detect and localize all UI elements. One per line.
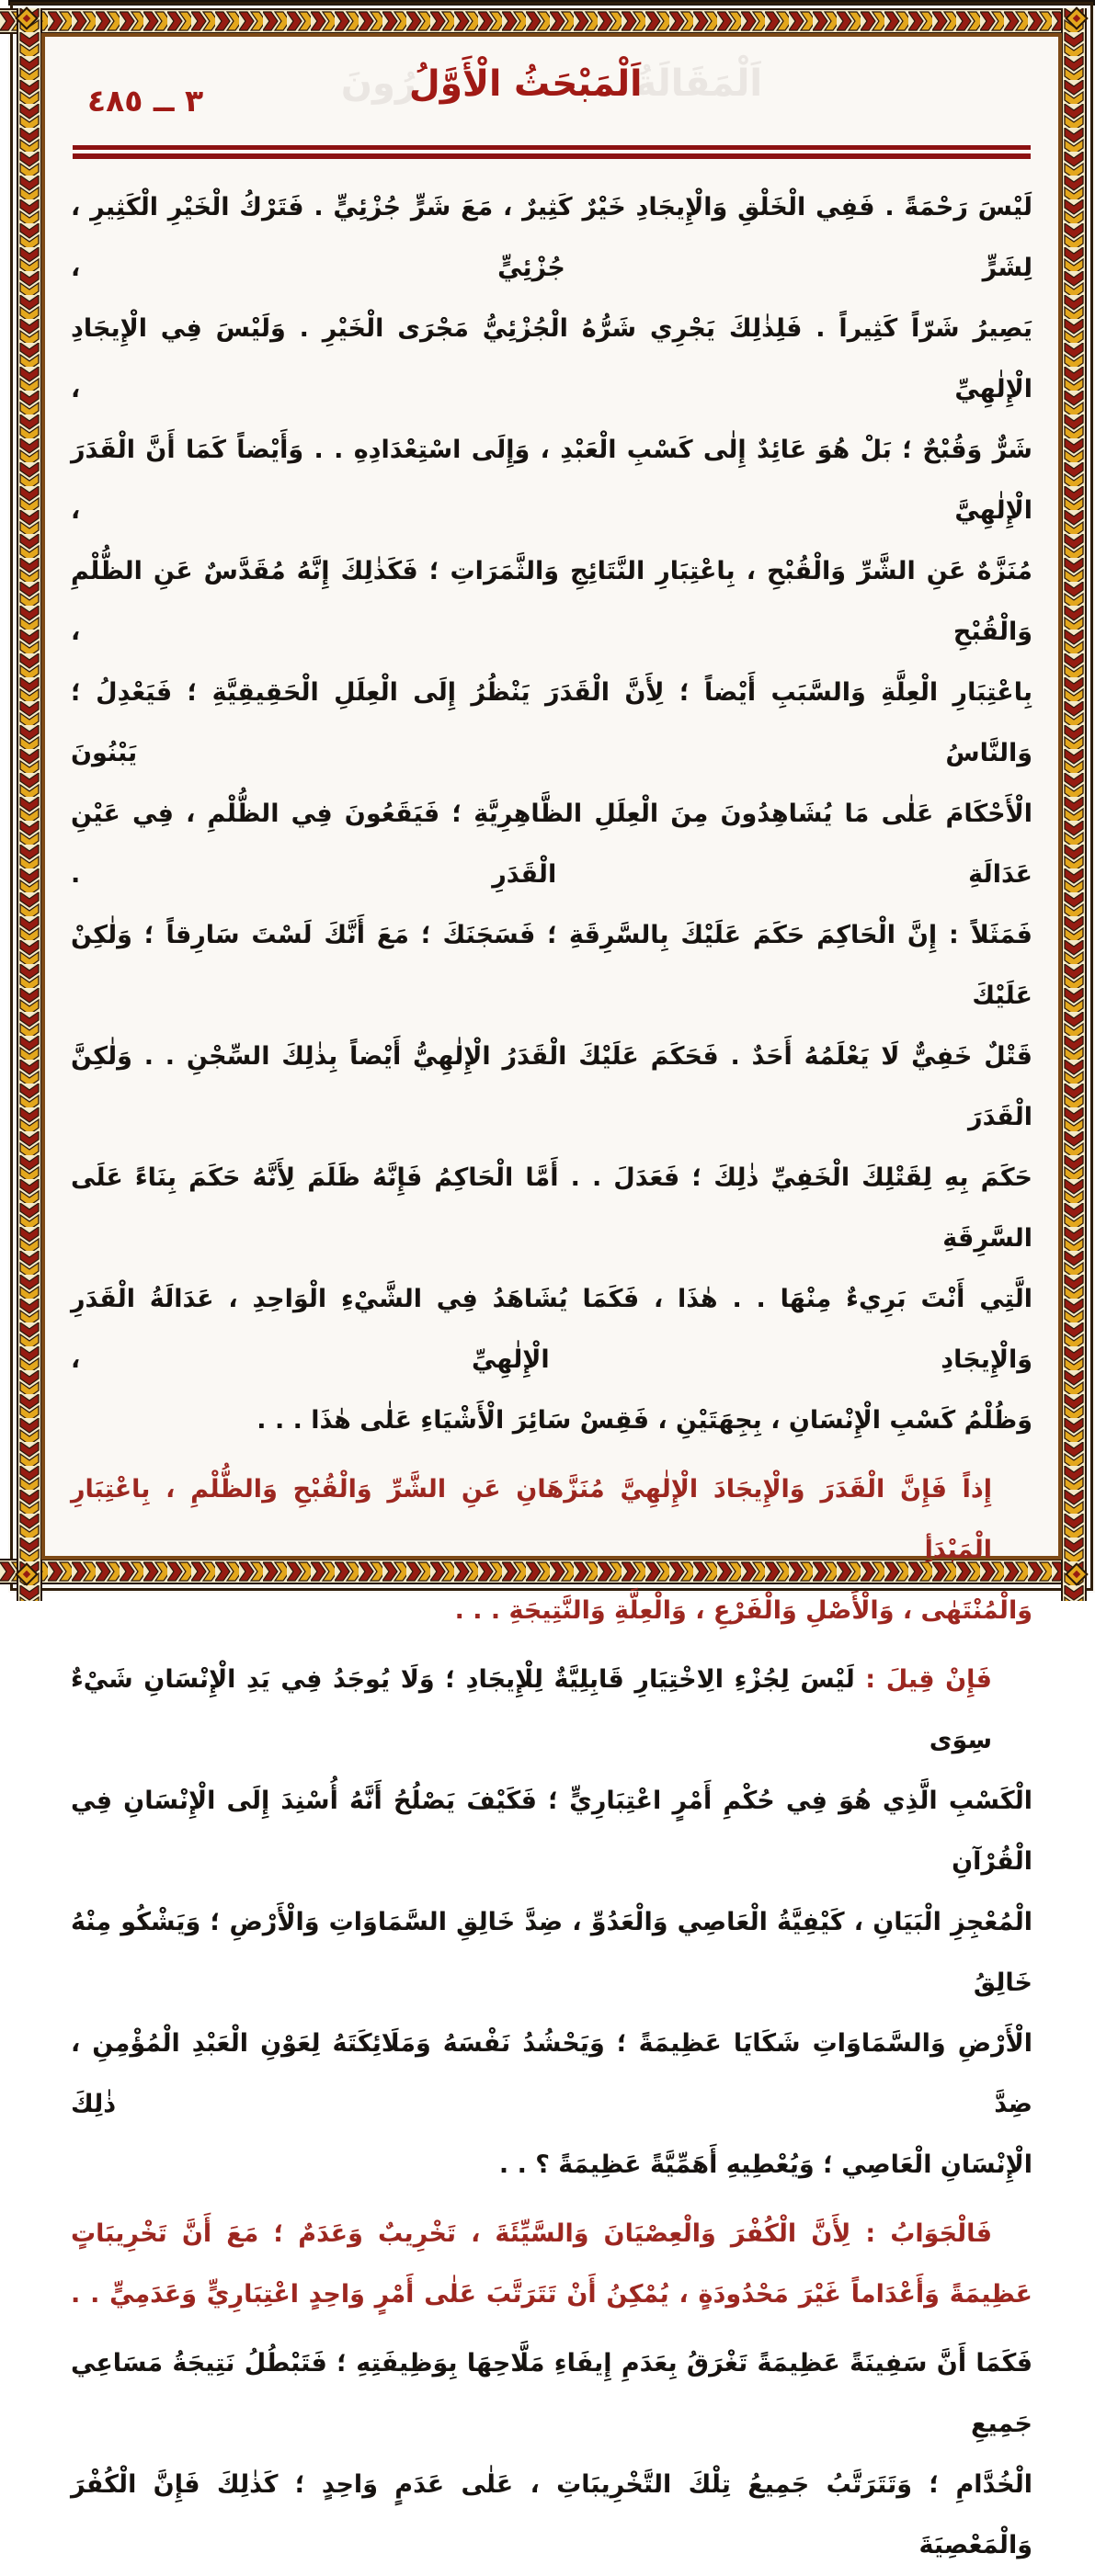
text-line bbox=[71, 299, 1032, 420]
red-text-segment: وَالْمُنْتَهٰى ، وَالْأَصْلِ وَالْفَرْعِ ، وَالْعِلَّةِ وَالنَّتِيجَةِ . . . bbox=[454, 1596, 1032, 1625]
black-text-segment: الْمُعْجِزِ الْبَيَانِ ، كَيْفِيَّةُ الْعَاصِي وَالْعَدُوِّ ، ضِدَّ خَالِقِ السَّمَاوَاتِ وَالْأَرْضِ ؛ وَيَشْكُو مِنْهُ خَالِقُ bbox=[71, 1908, 1032, 1997]
corner-ornament bbox=[1063, 1560, 1090, 1588]
black-text-segment: قَتْلٌ خَفِيٌّ لَا يَعْلَمُهُ أَحَدٌ . فَحَكَمَ عَلَيْكَ الْقَدَرُ الْإِلٰهِيُّ أَيْضاً بِذٰلِكَ السِّجْنِ . . وَلٰكِنَّ الْقَدَرَ bbox=[71, 1042, 1032, 1131]
black-text-segment: لَيْسَ لِجُزْءِ الِاخْتِيَارِ قَابِلِيَّةٌ لِلْإِيجَادِ ؛ وَلَا يُوجَدُ فِي يَدِ الْإِنْسَانِ شَيْءٌ سِوَى bbox=[71, 1665, 992, 1754]
text-line bbox=[71, 1390, 1032, 1451]
title-row bbox=[71, 62, 1032, 105]
text-line bbox=[71, 2333, 1032, 2455]
text-line bbox=[71, 1581, 1032, 1641]
black-text-segment: لَيْسَ رَحْمَةً . فَفِي الْخَلْقِ وَالْإِيجَادِ خَيْرٌ كَثِيرٌ ، مَعَ شَرٍّ جُزْئِيٍّ . فَتَرْكُ الْخَيْرِ الْكَثِيرِ ، لِشَرٍّ جُزْئِيٍّ ، bbox=[71, 193, 1032, 282]
black-text-segment: الْأَحْكَامَ عَلٰى مَا يُشَاهِدُونَ مِنَ الْعِلَلِ الظَّاهِرِيَّةِ ؛ فَيَقَعُونَ فِي الظُّلْمِ ، فِي عَيْنِ عَدَالَةِ الْقَدَرِ . bbox=[71, 800, 1032, 889]
red-text-segment: فَإِنْ قِيلَ : bbox=[854, 1665, 992, 1694]
page-header bbox=[71, 37, 1032, 145]
red-text-segment: عَظِيمَةً وَأَعْدَاماً غَيْرَ مَحْدُودَةٍ ، يُمْكِنُ أَنْ تَتَرَتَّبَ عَلٰى أَمْرٍ وَاحِدٍ اعْتِبَارِيٍّ وَعَدَمِيٍّ . . bbox=[71, 2280, 1032, 2309]
black-text-segment: شَرٌّ وَقُبْحٌ ؛ بَلْ هُوَ عَائِدٌ إِلٰى كَسْبِ الْعَبْدِ ، وَإِلَى اسْتِعْدَادِهِ . . وَأَيْضاً كَمَا أَنَّ الْقَدَرَ الْإِلٰهِيَّ ، bbox=[71, 436, 1032, 525]
text-line bbox=[71, 2014, 1032, 2135]
text-line bbox=[71, 1027, 1032, 1148]
black-text-segment: الْخُدَّامِ ؛ وَتَتَرَتَّبُ جَمِيعُ تِلْكَ التَّخْرِيبَاتِ ، عَلٰى عَدَمٍ وَاحِدٍ ؛ كَذٰلِكَ فَإِنَّ الْكُفْرَ وَالْمَعْصِيَةَ bbox=[71, 2470, 1032, 2559]
text-line bbox=[71, 420, 1032, 541]
black-text-segment: الْكَسْبِ الَّذِي هُوَ فِي حُكْمِ أَمْرٍ اعْتِبَارِيٍّ ؛ فَكَيْفَ يَصْلُحُ أَنَّهُ أُسْنِدَ إِلَى الْإِنْسَانِ فِي الْقُرْآنِ bbox=[71, 1787, 1032, 1876]
chain-border-right bbox=[1061, 8, 1087, 1601]
text-line bbox=[71, 2204, 1032, 2264]
text-line bbox=[71, 177, 1032, 299]
text-line bbox=[71, 1459, 1032, 1581]
red-text-segment: فَالْجَوَابُ : لِأَنَّ الْكُفْرَ وَالْعِصْيَانَ وَالسَّيِّئَةَ ، تَخْرِيبٌ وَعَدَمٌ ؛ مَعَ أَنَّ تَخْرِيبَاتٍ bbox=[71, 2219, 992, 2248]
text-line bbox=[71, 1771, 1032, 1892]
text-line bbox=[71, 784, 1032, 905]
text-line bbox=[71, 663, 1032, 784]
top-edge-bar bbox=[8, 0, 1095, 6]
black-text-segment: حَكَمَ بِهِ لِقَتْلِكَ الْخَفِيِّ ذٰلِكَ ؛ فَعَدَلَ . . أَمَّا الْحَاكِمُ فَإِنَّهُ ظَلَمَ لِأَنَّهُ حَكَمَ بِنَاءً عَلَى السَّرِقَةِ bbox=[71, 1163, 1032, 1253]
corner-ornament bbox=[1063, 5, 1090, 32]
black-text-segment: فَمَثَلاً : إِنَّ الْحَاكِمَ حَكَمَ عَلَيْكَ بِالسَّرِقَةِ ؛ فَسَجَنَكَ ؛ مَعَ أَنَّكَ لَسْتَ سَارِقاً ؛ وَلٰكِنْ عَلَيْكَ bbox=[71, 921, 1032, 1010]
text-line bbox=[71, 1269, 1032, 1390]
page-content bbox=[45, 37, 1058, 2559]
ghost-heading-right-fragment: اَلْمَقَالَةُ bbox=[634, 62, 763, 105]
page-number: ٣ ــ ٤٨٥ bbox=[87, 83, 204, 119]
chain-border-top bbox=[0, 8, 1087, 34]
corner-ornament bbox=[13, 1560, 40, 1588]
black-text-segment: مُنَزَّهٌ عَنِ الشَّرِّ وَالْقُبْحِ ، بِاعْتِبَارِ النَّتَائِجِ وَالثَّمَرَاتِ ؛ فَكَذٰلِكَ إِنَّهُ مُقَدَّسٌ عَنِ الظُّلْمِ وَالْقُبْحِ ، bbox=[71, 557, 1032, 646]
text-line bbox=[71, 1148, 1032, 1269]
divider-rule-bottom bbox=[73, 153, 1031, 159]
black-text-segment: فَكَمَا أَنَّ سَفِينَةً عَظِيمَةً تَغْرَقُ بِعَدَمِ إِيفَاءِ مَلَّاحِهَا بِوَظِيفَتِهِ ؛ فَتَبْطُلُ نَتِيجَةُ مَسَاعِي جَمِيعِ bbox=[71, 2349, 1032, 2438]
black-text-segment: الَّتِي أَنْتَ بَرِيءٌ مِنْهَا . . هٰذَا ، فَكَمَا يُشَاهَدُ فِي الشَّيْءِ الْوَاحِدِ ، عَدَالَةُ الْقَدَرِ وَالْإِيجَادِ الْإِلٰهِيِّ ، bbox=[71, 1285, 1032, 1374]
book-page bbox=[8, 0, 1095, 2559]
chain-border-left bbox=[17, 8, 42, 1601]
black-text-segment: بِاعْتِبَارِ الْعِلَّةِ وَالسَّبَبِ أَيْضاً ؛ لِأَنَّ الْقَدَرَ يَنْظُرُ إِلَى الْعِلَلِ الْحَقِيقِيَّةِ ؛ فَيَعْدِلُ ؛ وَالنَّاسُ يَبْنُونَ bbox=[71, 678, 1032, 767]
text-line bbox=[71, 2455, 1032, 2576]
text-line bbox=[71, 541, 1032, 663]
text-line bbox=[71, 2264, 1032, 2325]
ghost-heading-left-fragment: رُونَ bbox=[340, 62, 416, 105]
text-line bbox=[71, 905, 1032, 1027]
black-text-segment: يَصِيرُ شَرّاً كَثِيراً . فَلِذٰلِكَ يَجْرِي شَرُّهُ الْجُزْئِيُّ مَجْرَى الْخَيْرِ . وَلَيْسَ فِي الْإِيجَادِ الْإِلٰهِيِّ ، bbox=[71, 314, 1032, 403]
black-text-segment: الْإِنْسَانِ الْعَاصِي ؛ وَيُعْطِيهِ أَهَمِّيَّةً عَظِيمَةً ؟ . . bbox=[498, 2150, 1032, 2179]
header-divider bbox=[73, 145, 1031, 159]
red-text-segment: إِذاً فَإِنَّ الْقَدَرَ وَالْإِيجَادَ الْإِلٰهِيَّ مُنَزَّهَانِ عَنِ الشَّرِّ وَالْقُبْحِ وَالظُّلْمِ ، بِاعْتِبَارِ الْمَبْدَأِ bbox=[71, 1475, 992, 1564]
black-text-segment: وَظُلْمُ كَسْبِ الْإِنْسَانِ ، بِجِهَتَيْنِ ، فَقِسْ سَائِرَ الْأَشْيَاءِ عَلٰى هٰذَا . . . bbox=[257, 1406, 1032, 1435]
text-line bbox=[71, 1892, 1032, 2014]
body-text bbox=[71, 177, 1032, 2576]
text-line bbox=[71, 2135, 1032, 2196]
black-text-segment: الْأَرْضِ وَالسَّمَاوَاتِ شَكَايَا عَظِيمَةً ؛ وَيَحْشُدُ نَفْسَهُ وَمَلَائِكَتَهُ لِعَوْنِ الْعَبْدِ الْمُؤْمِنِ ، ضِدَّ ذٰلِكَ bbox=[71, 2029, 1032, 2118]
page-title: اَلْمَبْحَثُ الْأَوَّلُ bbox=[408, 63, 643, 105]
text-line bbox=[71, 1650, 1032, 1771]
corner-ornament bbox=[13, 5, 40, 32]
